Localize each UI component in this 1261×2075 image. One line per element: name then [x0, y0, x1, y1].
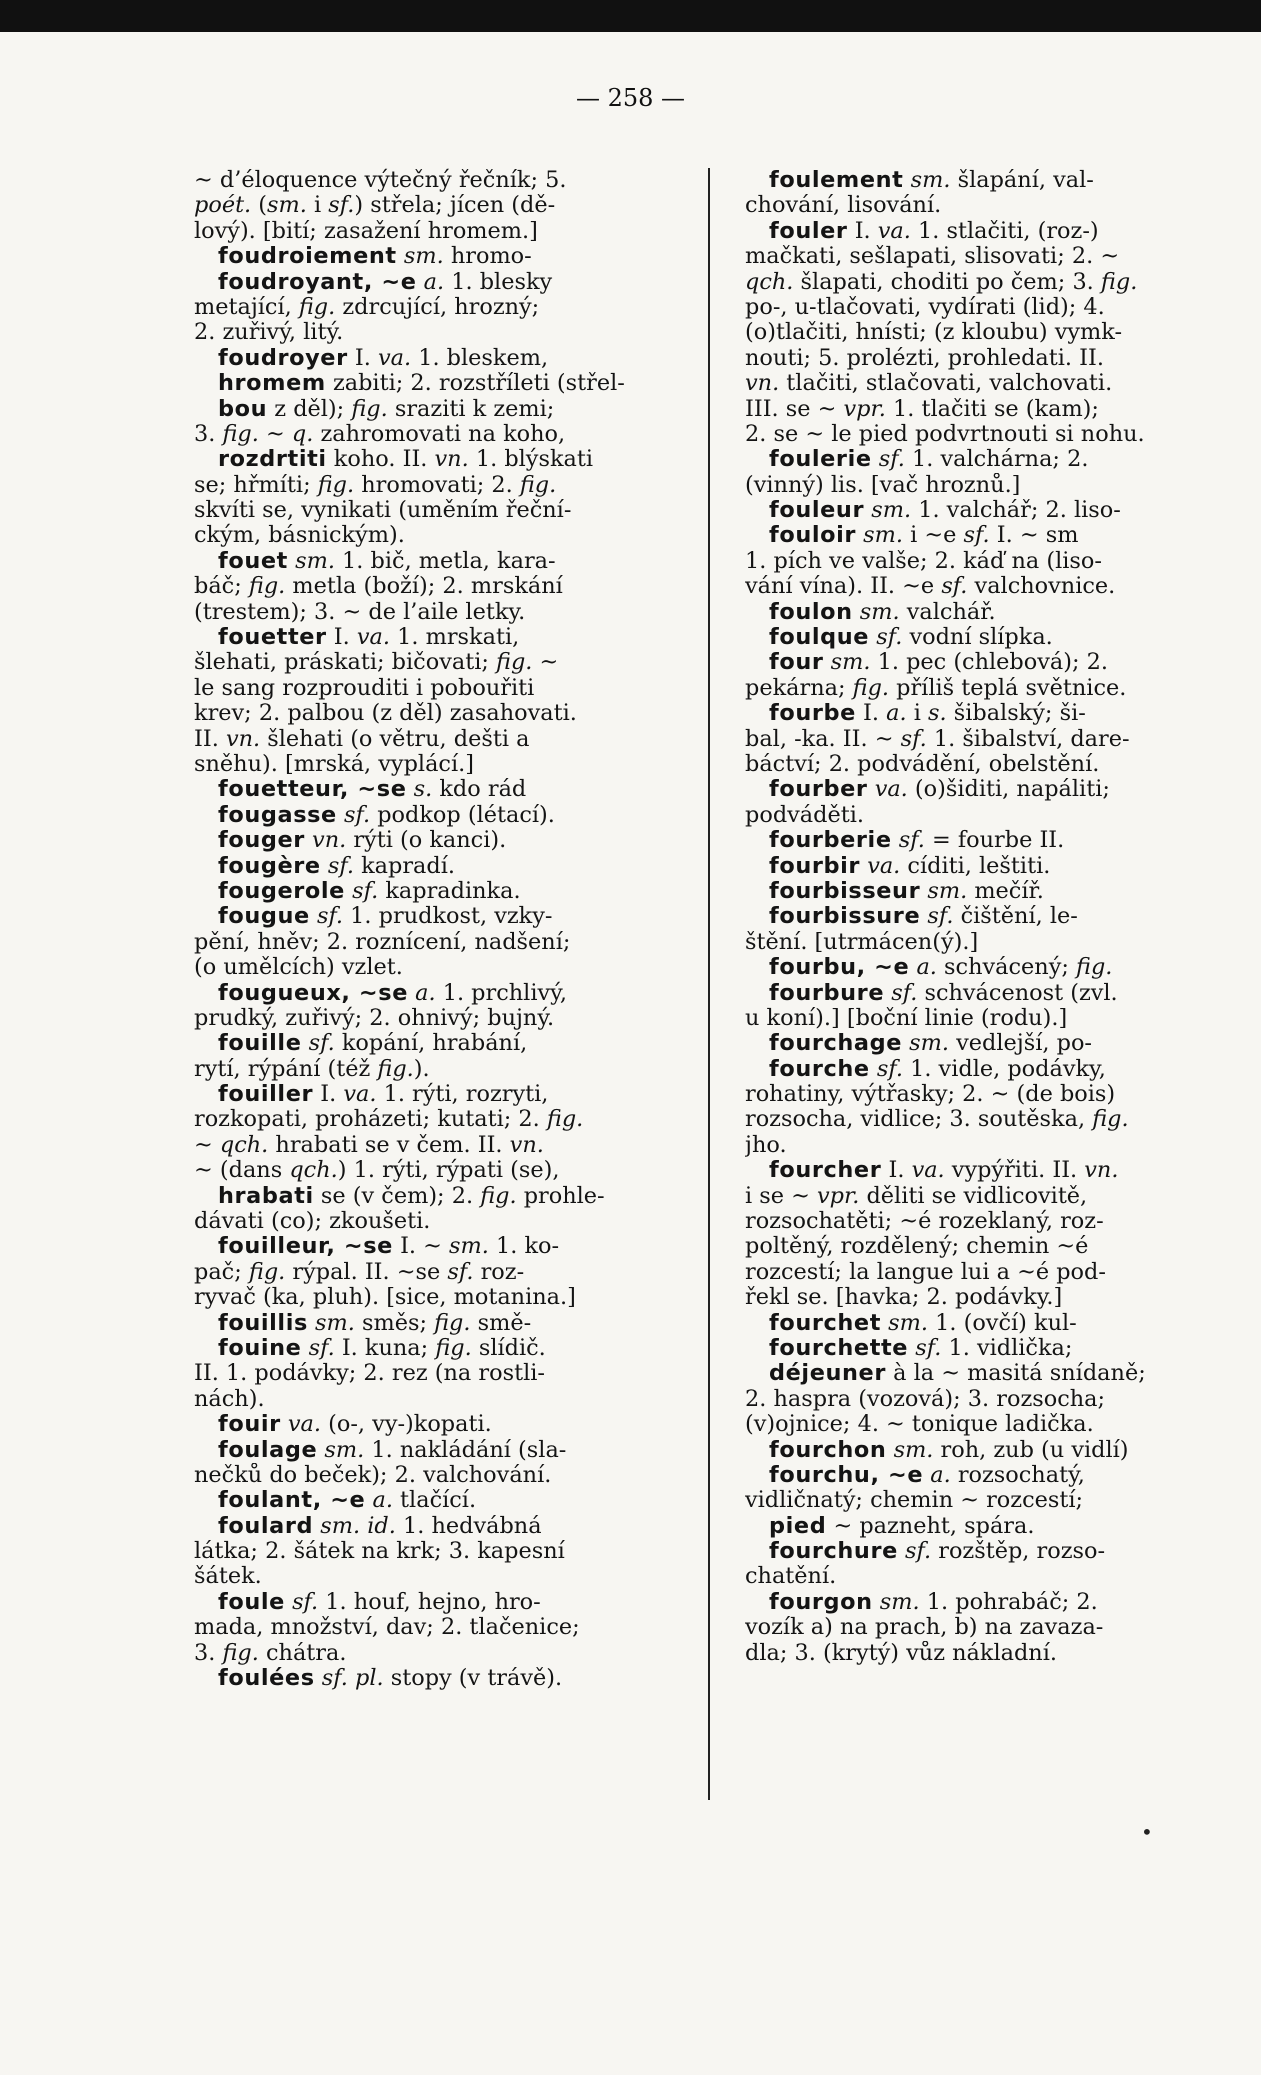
column-divider [708, 168, 710, 1800]
entry-line: chatění. [745, 1564, 837, 1590]
entry-line: poét. (sm. i sf.) střela; jícen (dě- [194, 193, 556, 219]
entry-line: foulement sm. šlapání, val- [769, 168, 1094, 193]
entry-line: ckým, básnickým). [194, 523, 405, 549]
entry-line: four sm. 1. pec (chlebová); 2. [769, 650, 1109, 676]
entry-line: nouti; 5. prolézti, prohledati. II. [745, 345, 1104, 371]
entry-line: řekl se. [havka; 2. podávky.] [745, 1285, 1063, 1311]
entry-line: sněhu). [mrská, vyplácí.] [194, 751, 474, 777]
entry-line: fouine sf. I. kuna; fig. slídič. [218, 1335, 546, 1361]
entry-line: ~ d’éloquence výtečný řečník; 5. [194, 168, 567, 193]
entry-line: foudroiement sm. hromo- [218, 244, 532, 270]
entry-line: metající, fig. zdrcující, hrozný; [194, 294, 540, 320]
entry-line: fouet sm. 1. bič, metla, kara- [218, 548, 556, 574]
entry-line: foulerie sf. 1. valchárna; 2. [769, 447, 1089, 473]
entry-line: rozsocha, vidlice; 3. soutěska, fig. [745, 1107, 1129, 1133]
entry-line: rozdrtiti koho. II. vn. 1. blýskati [218, 447, 594, 473]
entry-line: foulées sf. pl. stopy (v trávě). [218, 1666, 563, 1692]
entry-line: fourchage sm. vedlejší, po- [769, 1031, 1092, 1057]
entry-line: fouler I. va. 1. stlačiti, (roz-) [769, 218, 1099, 244]
entry-line: foulard sm. id. 1. hedvábná [218, 1513, 542, 1539]
entry-line: fourberie sf. = fourbe II. [769, 828, 1065, 854]
entry-line: fougasse sf. podkop (létací). [218, 802, 555, 828]
entry-line: fouleur sm. 1. valchář; 2. liso- [769, 498, 1121, 524]
entry-line: fourche sf. 1. vidle, podávky, [769, 1056, 1106, 1082]
entry-line: II. 1. podávky; 2. rez (na rostli- [194, 1361, 545, 1387]
entry-line: prudký, zuřivý; 2. ohnivý; bujný. [194, 1005, 555, 1031]
entry-line: pied ~ pazneht, spára. [769, 1513, 1035, 1539]
entry-line: fourber va. (o)šiditi, napáliti; [769, 777, 1110, 803]
entry-line: fourcher I. va. vypýřiti. II. vn. [769, 1158, 1119, 1184]
entry-line: foudroyant, ~e a. 1. blesky [218, 269, 553, 295]
entry-line: fouilleur, ~se I. ~ sm. 1. ko- [218, 1234, 560, 1260]
entry-line: chování, lisování. [745, 193, 942, 219]
entry-line: hromem zabiti; 2. rozstříleti (střel- [218, 371, 625, 397]
entry-line: krev; 2. palbou (z děl) zasahovati. [194, 701, 577, 727]
entry-line: II. vn. šlehati (o větru, dešti a [194, 726, 530, 752]
entry-line: fouetter I. va. 1. mrskati, [218, 625, 520, 651]
entry-line: mačkati, sešlapati, slisovati; 2. ~ [745, 244, 1120, 270]
entry-line: lový). [bití; zasažení hromem.] [194, 218, 538, 244]
entry-line: báč; fig. metla (boží); 2. mrskání [194, 574, 563, 600]
entry-line: rohatiny, výtřasky; 2. ~ (de bois) [745, 1082, 1116, 1108]
entry-line: podváděti. [745, 802, 865, 828]
entry-line: (o)tlačiti, hnísti; (z kloubu) vymk- [745, 320, 1123, 346]
entry-line: šlehati, práskati; bičovati; fig. ~ [194, 650, 559, 676]
entry-line: foule sf. 1. houf, hejno, hro- [218, 1589, 541, 1615]
entry-line: fourbisseur sm. mečíř. [769, 878, 1044, 904]
entry-line: foulant, ~e a. tlačící. [218, 1488, 477, 1514]
entry-line: fourchu, ~e a. rozsochatý, [769, 1462, 1085, 1488]
top-scan-border [0, 0, 1261, 32]
entry-line: i se ~ vpr. děliti se vidlicovitě, [745, 1183, 1088, 1209]
entry-line: látka; 2. šátek na krk; 3. kapesní [194, 1539, 565, 1565]
entry-line: se; hřmíti; fig. hromovati; 2. fig. [194, 472, 557, 498]
entry-line: báctví; 2. podvádění, obelstění. [745, 751, 1100, 777]
entry-line: bou z děl); fig. sraziti k zemi; [218, 396, 555, 422]
entry-line: (trestem); 3. ~ de l’aile letky. [194, 599, 526, 625]
entry-line: fougère sf. kapradí. [218, 853, 455, 879]
entry-line: fouille sf. kopání, hrabání, [218, 1031, 528, 1057]
entry-line: rozcestí; la langue lui a ~é pod- [745, 1259, 1106, 1285]
entry-line: 2. se ~ le pied podvrtnouti si nohu. [745, 421, 1145, 447]
entry-line: foulon sm. valchář. [769, 599, 996, 625]
entry-line: fourchure sf. rozštěp, rozso- [769, 1539, 1106, 1565]
entry-line: fourbure sf. schvácenost (zvl. [769, 980, 1118, 1006]
entry-line: pění, hněv; 2. roznícení, nadšení; [194, 929, 571, 955]
entry-line: (o umělcích) vzlet. [194, 955, 403, 981]
entry-line: (v)ojnice; 4. ~ tonique ladička. [745, 1412, 1094, 1438]
entry-line: foulque sf. vodní slípka. [769, 625, 1053, 651]
entry-line: vání vína). II. ~e sf. valchovnice. [745, 574, 1116, 600]
entry-line: fourbu, ~e a. schvácený; fig. [769, 955, 1113, 981]
entry-line: fourbissure sf. čištění, le- [769, 904, 1078, 930]
entry-line: vozík a) na prach, b) na zavaza- [745, 1615, 1104, 1641]
entry-line: (vinný) lis. [vač hroznů.] [745, 472, 1021, 498]
entry-line: jho. [745, 1132, 787, 1158]
left-column [194, 168, 697, 1691]
entry-line: ~ qch. hrabati se v čem. II. vn. [194, 1132, 544, 1158]
entry-line: 1. pích ve valše; 2. káď na (liso- [745, 548, 1102, 574]
entry-line: pač; fig. rýpal. II. ~se sf. roz- [194, 1259, 525, 1285]
entry-line: skvíti se, vynikati (uměním řeční- [194, 498, 572, 524]
entry-line: fourbir va. cíditi, leštiti. [769, 853, 1051, 879]
page-number: — 258 — [575, 84, 686, 112]
entry-line: fouir va. (o-, vy-)kopati. [218, 1412, 492, 1438]
entry-line: déjeuner à la ~ masitá snídaně; [769, 1361, 1146, 1387]
entry-line: hrabati se (v čem); 2. fig. prohle- [218, 1183, 605, 1209]
entry-line: dávati (co); zkoušeti. [194, 1209, 431, 1235]
entry-line: rozsochatěti; ~é rozeklaný, roz- [745, 1209, 1104, 1235]
entry-line: fouger vn. rýti (o kanci). [218, 828, 507, 854]
entry-line: ~ (dans qch.) 1. rýti, rýpati (se), [194, 1158, 560, 1184]
entry-line: 3. fig. ~ q. zahromovati na koho, [194, 421, 566, 447]
entry-line: vn. tlačiti, stlačovati, valchovati. [745, 371, 1113, 397]
right-column [745, 168, 1198, 1666]
entry-line: fourbe I. a. i s. šibalský; ši- [769, 701, 1086, 727]
entry-line: fourchon sm. roh, zub (u vidlí) [769, 1437, 1129, 1463]
entry-line: fouetteur, ~se s. kdo rád [218, 777, 527, 803]
entry-line: fouillis sm. směs; fig. smě- [218, 1310, 532, 1336]
entry-line: ryvač (ka, pluh). [sice, motanina.] [194, 1285, 576, 1311]
entry-line: fourchette sf. 1. vidlička; [769, 1335, 1073, 1361]
entry-line: fougueux, ~se a. 1. prchlivý, [218, 980, 567, 1006]
entry-line: 3. fig. chátra. [194, 1640, 347, 1666]
entry-line: mada, množství, dav; 2. tlačenice; [194, 1615, 580, 1641]
entry-line: fouloir sm. i ~e sf. I. ~ sm [769, 523, 1079, 549]
entry-line: fouiller I. va. 1. rýti, rozryti, [218, 1082, 549, 1108]
entry-line: po-, u-tlačovati, vydírati (lid); 4. [745, 294, 1105, 320]
entry-line: štění. [utrmácen(ý).] [745, 929, 979, 955]
entry-line: foulage sm. 1. nakládání (sla- [218, 1437, 567, 1463]
entry-line: šátek. [194, 1564, 262, 1590]
entry-line: rytí, rýpání (též fig.). [194, 1056, 430, 1082]
entry-line: III. se ~ vpr. 1. tlačiti se (kam); [745, 396, 1099, 422]
entry-line: fourchet sm. 1. (ovčí) kul- [769, 1310, 1077, 1336]
entry-line: vidličnatý; chemin ~ rozcestí; [745, 1488, 1084, 1514]
entry-line: pekárna; fig. příliš teplá světnice. [745, 675, 1127, 701]
margin-bullet: • [1141, 1820, 1153, 1844]
entry-line: u koní).] [boční linie (rodu).] [745, 1005, 1068, 1031]
entry-line: nách). [194, 1386, 265, 1412]
entry-line: foudroyer I. va. 1. bleskem, [218, 345, 549, 371]
entry-line: nečků do beček); 2. valchování. [194, 1462, 552, 1488]
entry-line: fougue sf. 1. prudkost, vzky- [218, 904, 553, 930]
entry-line: 2. haspra (vozová); 3. rozsocha; [745, 1386, 1106, 1412]
entry-line: bal, -ka. II. ~ sf. 1. šibalství, dare- [745, 726, 1130, 752]
entry-line: fourgon sm. 1. pohrabáč; 2. [769, 1589, 1098, 1615]
entry-line: qch. šlapati, choditi po čem; 3. fig. [745, 269, 1138, 295]
entry-line: 2. zuřivý, litý. [194, 320, 344, 346]
entry-line: le sang rozprouditi i pobouřiti [194, 675, 535, 701]
entry-line: fougerole sf. kapradinka. [218, 878, 521, 904]
entry-line: dla; 3. (krytý) vůz nákladní. [745, 1640, 1058, 1666]
entry-line: rozkopati, proházeti; kutati; 2. fig. [194, 1107, 584, 1133]
entry-line: poltěný, rozdělený; chemin ~é [745, 1234, 1089, 1260]
